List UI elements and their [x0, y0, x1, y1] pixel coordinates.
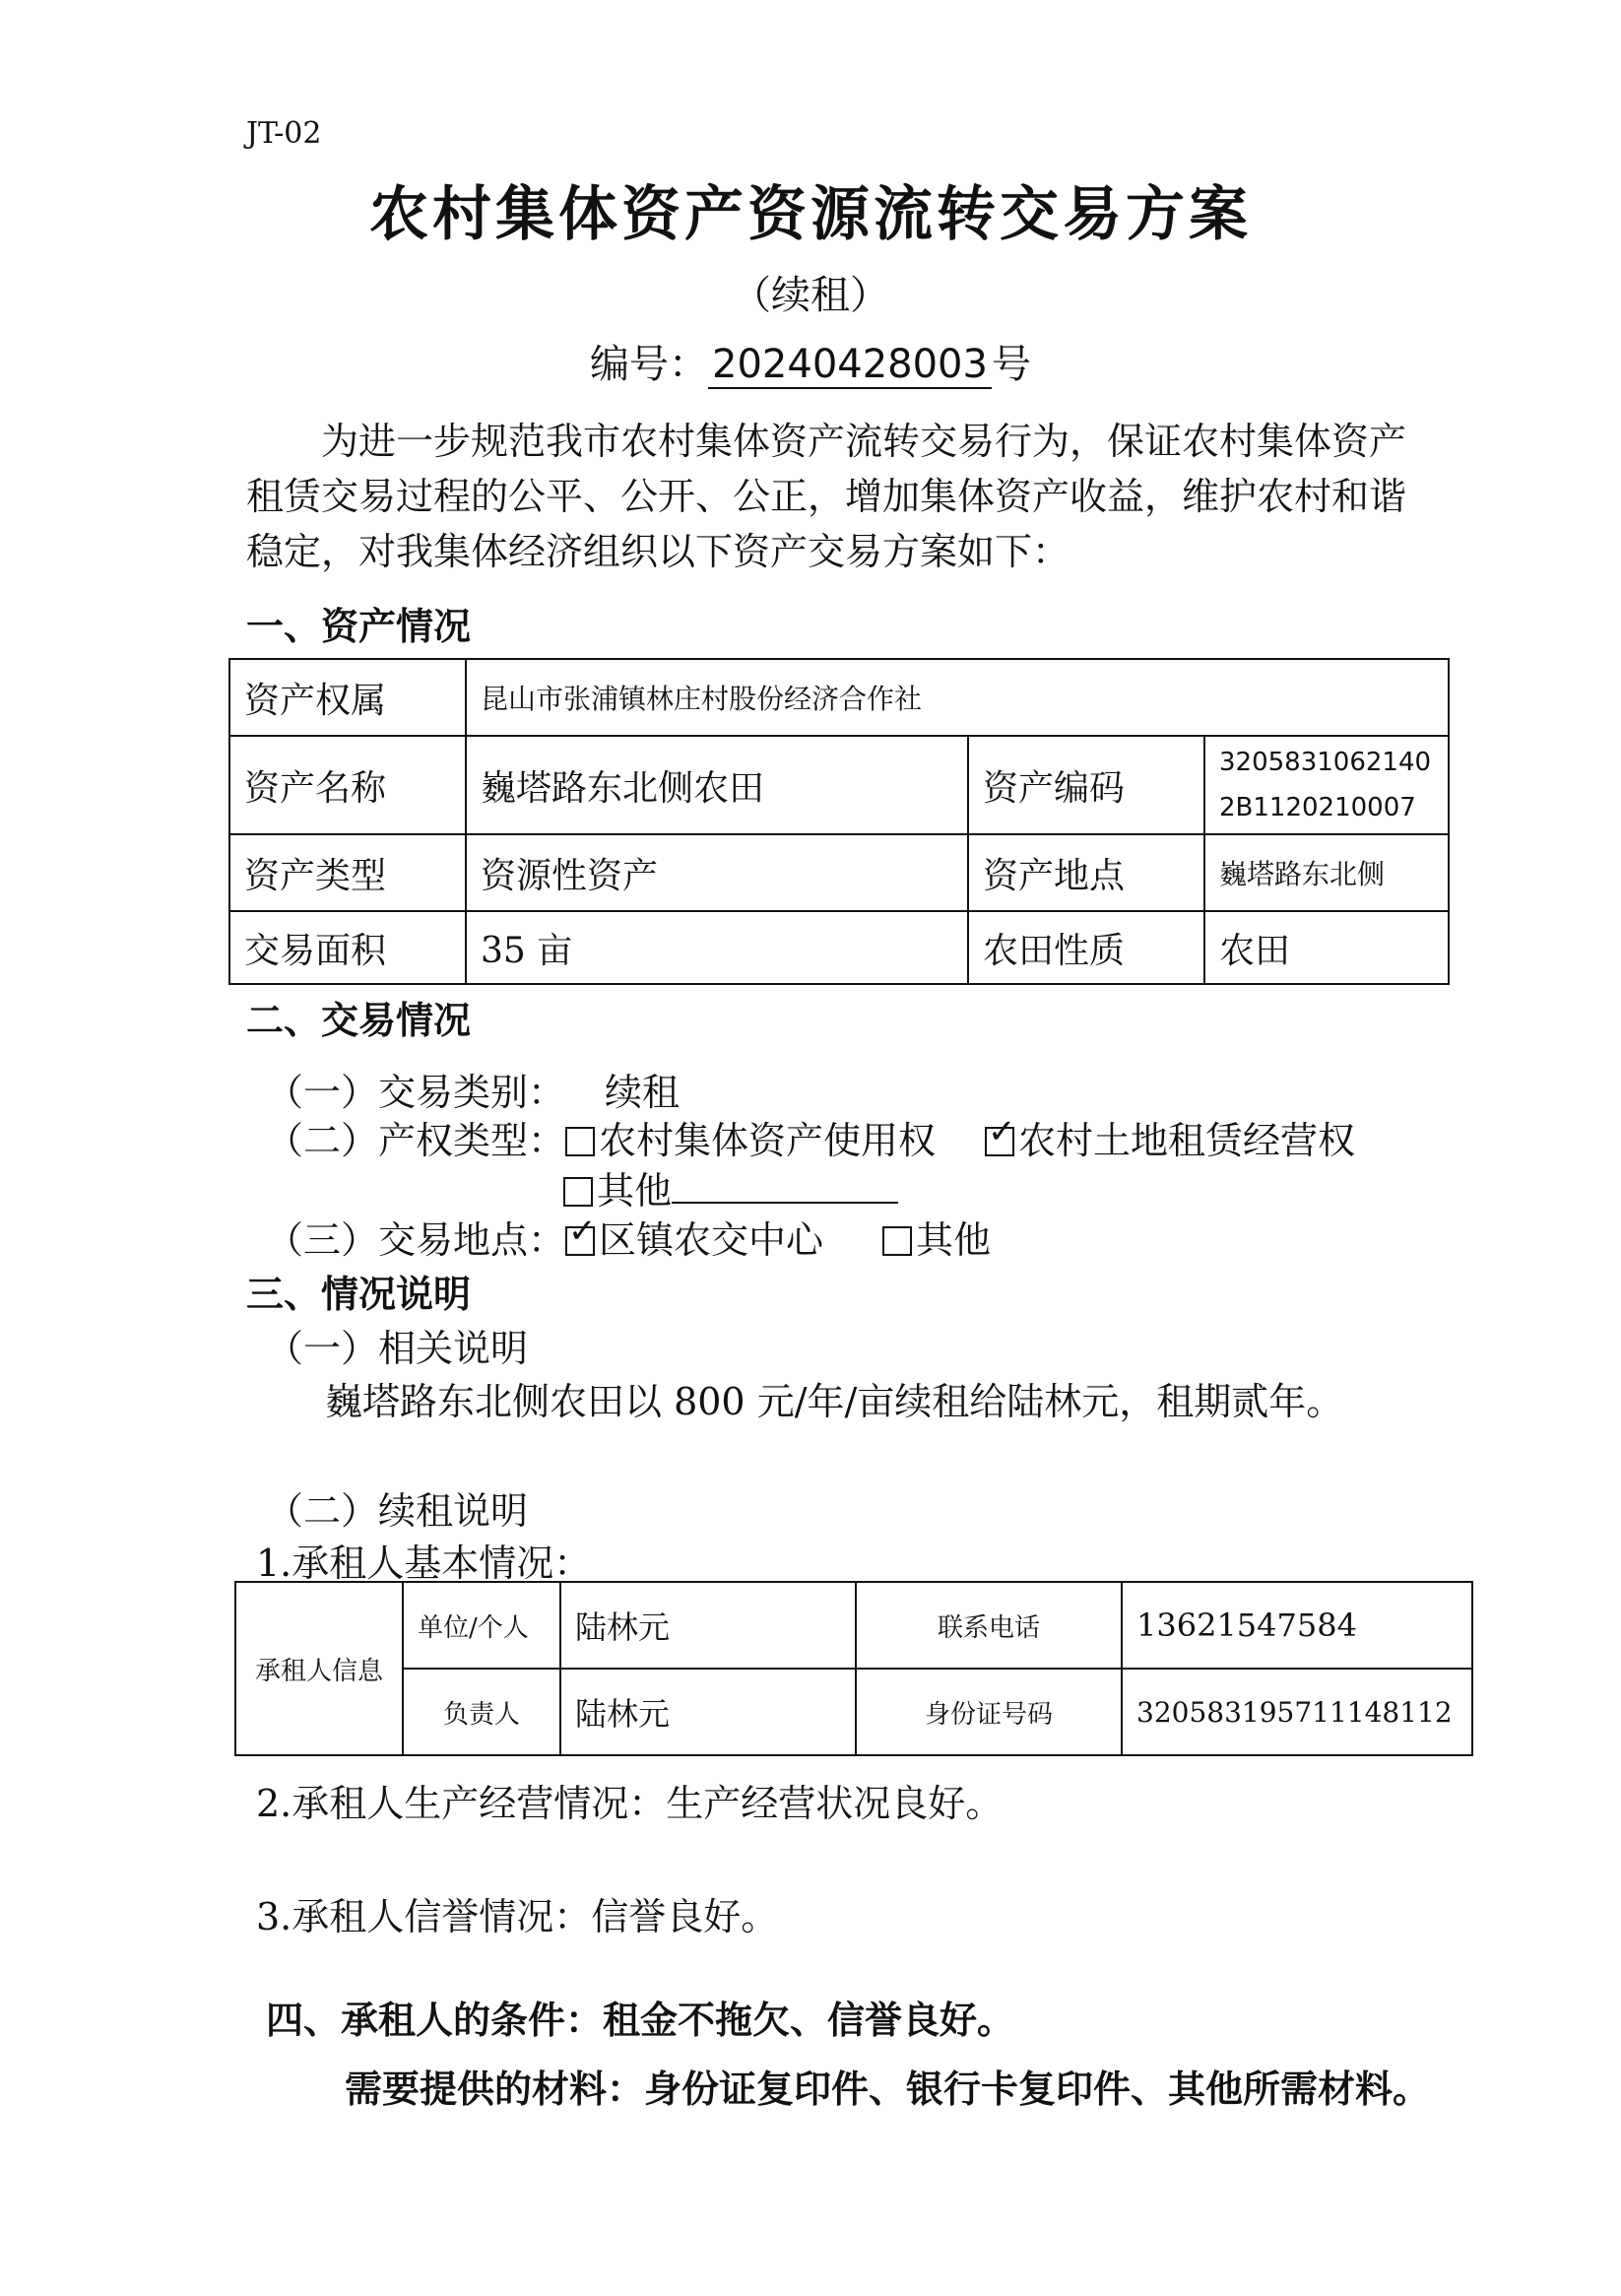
section4-heading: 四、承租人的条件：: [266, 1999, 604, 2042]
lessee-credit-status: 3.承租人信誉情况：信誉良好。: [256, 1895, 779, 1938]
option-collective-use: 农村集体资产使用权: [599, 1119, 937, 1162]
option-land-lease: 农村土地租赁经营权: [1018, 1119, 1356, 1162]
checkbox-collective-use[interactable]: [565, 1127, 595, 1156]
check-mark-icon: ✓: [568, 1212, 597, 1251]
other-blank-line: [672, 1168, 898, 1204]
owner-value: 昆山市张浦镇林庄村股份经济合作社: [466, 659, 1449, 736]
intro-paragraph: 为进一步规范我市农村集体资产流转交易行为，保证农村集体资产租赁交易过程的公平、公开、公正，增加集体资产收益，维护农村和谐稳定，对我集体经济组织以下资产交易方案如下：: [246, 420, 1407, 573]
materials-label: 需要提供的材料：: [345, 2067, 645, 2111]
checkbox-property-other[interactable]: [563, 1177, 593, 1207]
nature-label: 农田性质: [968, 911, 1204, 984]
unit-value: 陆林元: [560, 1582, 856, 1669]
trade-category: [266, 1062, 680, 1116]
checkbox-district-center[interactable]: [565, 1212, 597, 1256]
related-explanation-title: （一）相关说明: [266, 1327, 529, 1370]
name-label: 资产名称: [229, 736, 466, 834]
section1-heading: 一、资产情况: [246, 605, 472, 648]
document-code: JT-02: [246, 116, 322, 151]
lessee-table: [234, 1581, 1473, 1756]
page-title: 农村集体资产资源流转交易方案: [369, 180, 1252, 249]
materials-value: 身份证复印件、银行卡复印件、其他所需材料。: [644, 2067, 1431, 2111]
person-value: 陆林元: [560, 1669, 856, 1755]
lessee-operation-status: 2.承租人生产经营情况：生产经营状况良好。: [256, 1782, 1004, 1825]
related-explanation-text: 巍塔路东北侧农田以 800 元/年/亩续租给陆林元，租期贰年。: [325, 1380, 1344, 1423]
id-label: 身份证号码: [856, 1669, 1122, 1755]
checkbox-land-lease[interactable]: [985, 1112, 1016, 1156]
code-value-line2: 2B1120210007: [1219, 793, 1416, 822]
code-value-line1: 3205831062140: [1219, 748, 1432, 777]
owner-label: 资产权属: [229, 659, 466, 736]
asset-table: [228, 658, 1450, 985]
property-type-other: [563, 1160, 898, 1214]
required-materials: [345, 2059, 1430, 2113]
option-district-center: 区镇农交中心: [599, 1218, 824, 1262]
area-value: 35 亩: [466, 911, 968, 984]
property-type: [266, 1110, 1355, 1164]
unit-label: 单位/个人: [403, 1582, 560, 1669]
trade-location-label: （三）交易地点：: [266, 1218, 566, 1262]
type-label: 资产类型: [229, 834, 466, 911]
location-value: 巍塔路东北侧: [1204, 834, 1449, 911]
serial-suffix: 号: [991, 342, 1031, 387]
serial-number: [0, 333, 1621, 389]
phone-label: 联系电话: [856, 1582, 1122, 1669]
location-label: 资产地点: [968, 834, 1204, 911]
serial-label: 编号：: [590, 342, 709, 387]
id-value: 320583195711148112: [1122, 1669, 1472, 1755]
code-value: [1204, 736, 1449, 834]
area-label: 交易面积: [229, 911, 466, 984]
trade-category-value: 续租: [605, 1071, 681, 1114]
section4-value: 租金不拖欠、信誉良好。: [603, 1999, 1015, 2042]
code-label: 资产编码: [968, 736, 1204, 834]
check-mark-icon: ✓: [988, 1112, 1016, 1151]
lessee-group-label: 承租人信息: [235, 1582, 403, 1755]
trade-location: [266, 1210, 991, 1264]
option-location-other: 其他: [916, 1218, 992, 1262]
nature-value: 农田: [1204, 911, 1449, 984]
trade-category-label: （一）交易类别：: [266, 1071, 566, 1114]
section2-heading: 二、交易情况: [246, 999, 472, 1042]
property-type-label: （二）产权类型：: [266, 1119, 566, 1162]
phone-value: 13621547584: [1122, 1582, 1472, 1669]
renewal-explanation-title: （二）续租说明: [266, 1489, 529, 1533]
page-subtitle: （续租）: [732, 273, 889, 318]
checkbox-location-other[interactable]: [882, 1226, 912, 1256]
person-label: 负责人: [403, 1669, 560, 1755]
section3-heading: 三、情况说明: [246, 1273, 472, 1316]
lessee-basic-info-title: 1.承租人基本情况：: [256, 1542, 592, 1585]
type-value: 资源性资产: [466, 834, 968, 911]
option-property-other: 其他: [597, 1169, 673, 1213]
name-value: 巍塔路东北侧农田: [466, 736, 968, 834]
section4-line: [266, 1990, 1014, 2044]
serial-value: 20240428003: [708, 342, 992, 389]
